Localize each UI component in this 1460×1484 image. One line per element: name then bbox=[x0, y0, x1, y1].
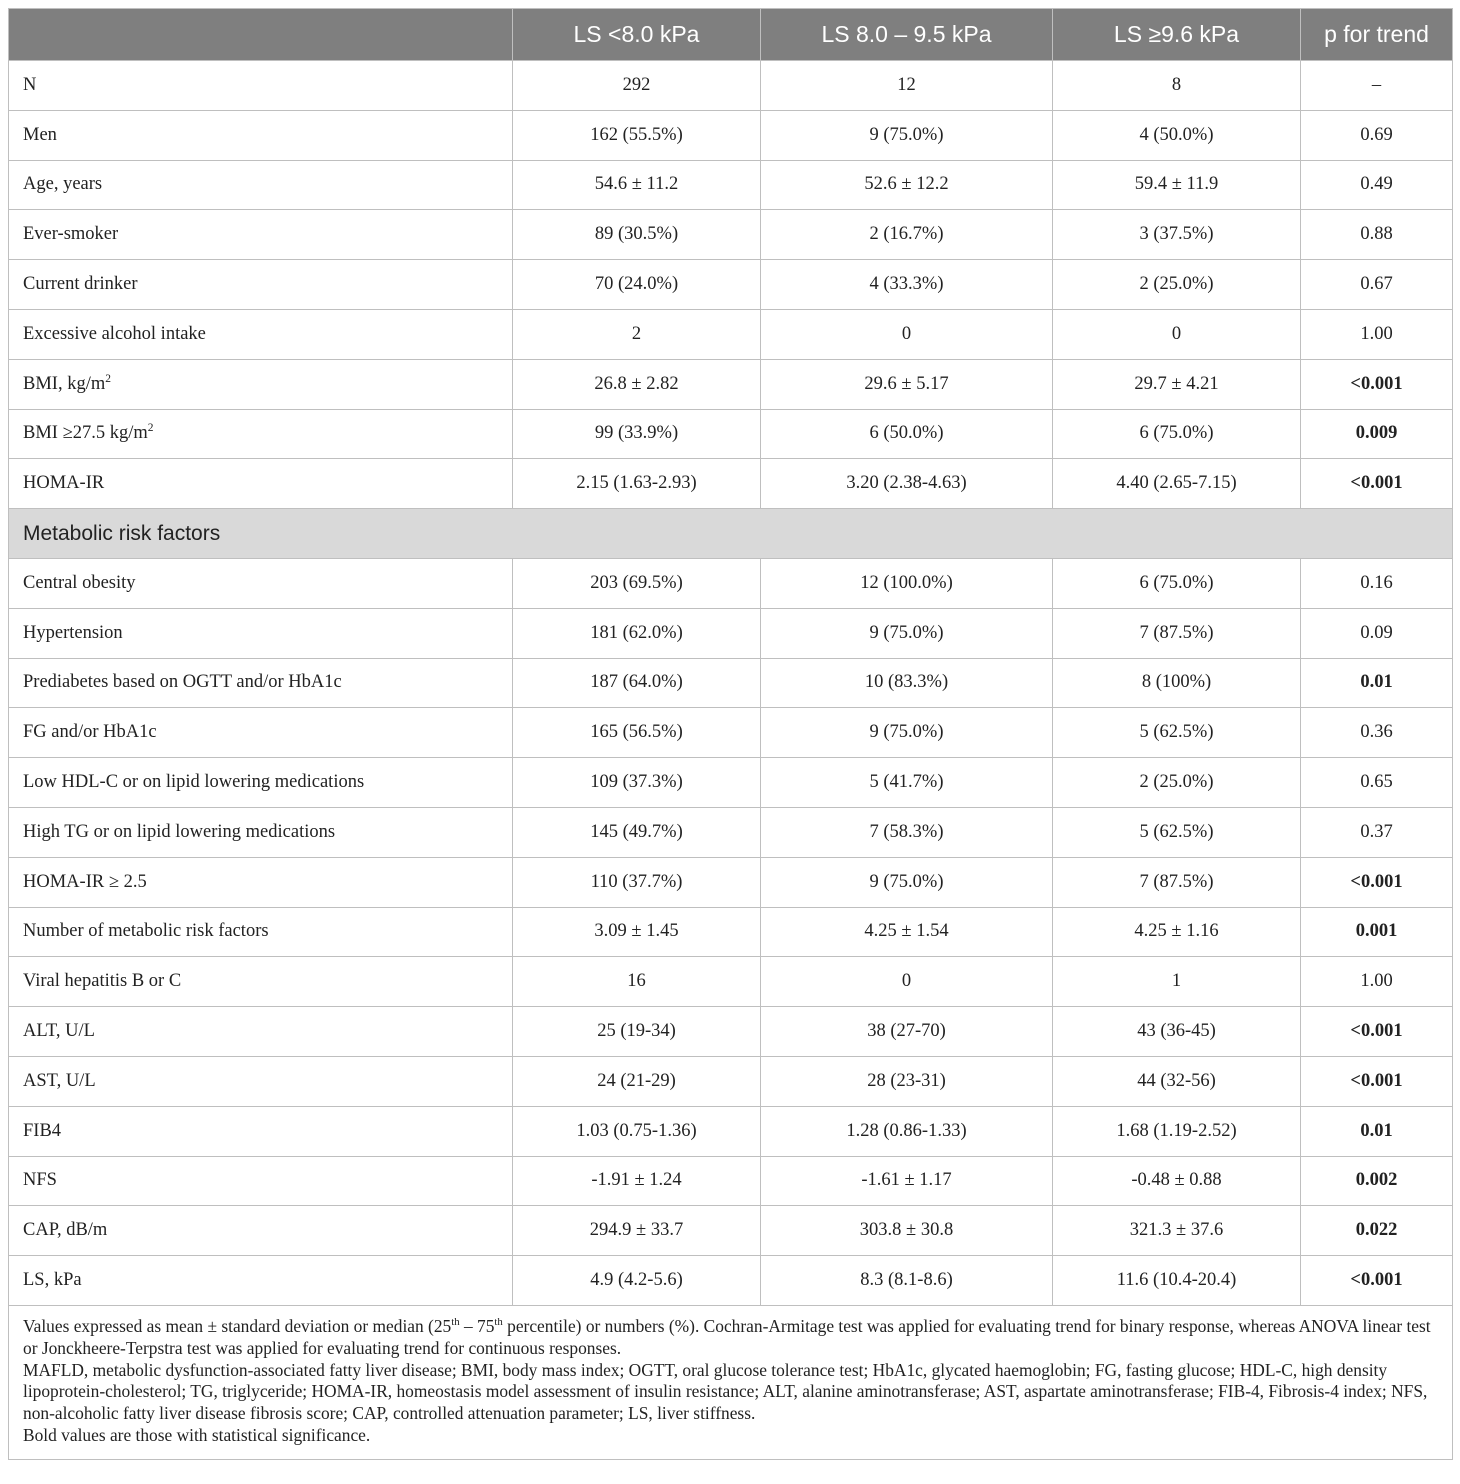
cell-ls-mid: 38 (27-70) bbox=[761, 1007, 1053, 1057]
table-row bbox=[9, 1106, 1453, 1156]
cell-ls-high: 3 (37.5%) bbox=[1053, 210, 1301, 260]
row-label: Low HDL-C or on lipid lowering medications bbox=[9, 758, 513, 808]
cell-ls-low: 3.09 ± 1.45 bbox=[513, 907, 761, 957]
cell-ls-high: 1 bbox=[1053, 957, 1301, 1007]
cell-ls-low: 99 (33.9%) bbox=[513, 409, 761, 459]
cell-ls-low: 26.8 ± 2.82 bbox=[513, 359, 761, 409]
cell-p-trend: <0.001 bbox=[1301, 857, 1453, 907]
cell-ls-mid: 0 bbox=[761, 957, 1053, 1007]
cell-ls-low: 203 (69.5%) bbox=[513, 558, 761, 608]
table-row bbox=[9, 658, 1453, 708]
cell-ls-high: 7 (87.5%) bbox=[1053, 857, 1301, 907]
cell-ls-high: 4.40 (2.65-7.15) bbox=[1053, 459, 1301, 509]
row-label: BMI, kg/m bbox=[23, 373, 106, 394]
cell-p-trend: 0.49 bbox=[1301, 160, 1453, 210]
cell-ls-high: 6 (75.0%) bbox=[1053, 409, 1301, 459]
cell-ls-high: 44 (32-56) bbox=[1053, 1056, 1301, 1106]
cell-ls-high: 2 (25.0%) bbox=[1053, 758, 1301, 808]
cell-ls-mid: 1.28 (0.86-1.33) bbox=[761, 1106, 1053, 1156]
cell-p-trend: <0.001 bbox=[1301, 1256, 1453, 1306]
cell-ls-high: -0.48 ± 0.88 bbox=[1053, 1156, 1301, 1206]
cell-p-trend: 0.88 bbox=[1301, 210, 1453, 260]
cell-ls-low: 162 (55.5%) bbox=[513, 110, 761, 160]
table-row bbox=[9, 409, 1453, 459]
cell-ls-mid: 12 (100.0%) bbox=[761, 558, 1053, 608]
cell-ls-mid: 4.25 ± 1.54 bbox=[761, 907, 1053, 957]
footnote-bold-note: Bold values are those with statistical significance. bbox=[23, 1424, 371, 1445]
table-row bbox=[9, 459, 1453, 509]
cell-ls-mid: 29.6 ± 5.17 bbox=[761, 359, 1053, 409]
footnote-text: Values expressed as mean ± standard deviation or median (25 bbox=[23, 1315, 452, 1336]
row-label: AST, U/L bbox=[9, 1056, 513, 1106]
header-ls-high: LS ≥9.6 kPa bbox=[1053, 9, 1301, 61]
footnote-values bbox=[23, 1316, 1438, 1360]
row-label: ALT, U/L bbox=[9, 1007, 513, 1057]
cell-ls-high: 321.3 ± 37.6 bbox=[1053, 1206, 1301, 1256]
data-table bbox=[8, 8, 1453, 1460]
table-row bbox=[9, 608, 1453, 658]
cell-ls-low: 294.9 ± 33.7 bbox=[513, 1206, 761, 1256]
cell-p-trend: 0.16 bbox=[1301, 558, 1453, 608]
cell-ls-mid: 10 (83.3%) bbox=[761, 658, 1053, 708]
cell-p-trend: 0.01 bbox=[1301, 1106, 1453, 1156]
footnote-row bbox=[9, 1305, 1453, 1459]
cell-ls-mid: 7 (58.3%) bbox=[761, 807, 1053, 857]
cell-ls-high: 4.25 ± 1.16 bbox=[1053, 907, 1301, 957]
cell-ls-high: 11.6 (10.4-20.4) bbox=[1053, 1256, 1301, 1306]
cell-ls-high: 8 bbox=[1053, 61, 1301, 111]
section-row bbox=[9, 509, 1453, 559]
cell-ls-low: 16 bbox=[513, 957, 761, 1007]
cell-ls-mid: 28 (23-31) bbox=[761, 1056, 1053, 1106]
cell-p-trend: 1.00 bbox=[1301, 957, 1453, 1007]
cell-ls-low: 4.9 (4.2-5.6) bbox=[513, 1256, 761, 1306]
row-label: Excessive alcohol intake bbox=[9, 309, 513, 359]
label-superscript: 2 bbox=[147, 422, 154, 435]
row-label: BMI ≥27.5 kg/m bbox=[23, 423, 148, 444]
table-row bbox=[9, 160, 1453, 210]
row-label: Men bbox=[9, 110, 513, 160]
header-ls-mid: LS 8.0 – 9.5 kPa bbox=[761, 9, 1053, 61]
footnote-superscript: th bbox=[494, 1316, 503, 1329]
row-label: CAP, dB/m bbox=[9, 1206, 513, 1256]
cell-ls-mid: 6 (50.0%) bbox=[761, 409, 1053, 459]
cell-ls-high: 7 (87.5%) bbox=[1053, 608, 1301, 658]
header-ls-low: LS <8.0 kPa bbox=[513, 9, 761, 61]
cell-ls-low: 54.6 ± 11.2 bbox=[513, 160, 761, 210]
cell-ls-high: 2 (25.0%) bbox=[1053, 260, 1301, 310]
cell-ls-mid: 3.20 (2.38-4.63) bbox=[761, 459, 1053, 509]
cell-ls-mid: 52.6 ± 12.2 bbox=[761, 160, 1053, 210]
cell-p-trend: 0.67 bbox=[1301, 260, 1453, 310]
cell-ls-low: 25 (19-34) bbox=[513, 1007, 761, 1057]
header-row bbox=[9, 9, 1453, 61]
cell-ls-high: 6 (75.0%) bbox=[1053, 558, 1301, 608]
cell-ls-mid: 9 (75.0%) bbox=[761, 708, 1053, 758]
footnote-text: percentile) or numbers (%). Cochran-Armitage test was applied for evaluating trend for binary response, whereas ANOVA linear test or Jonckheere-Terpstra test was applied for evaluating trend for continuous responses. bbox=[23, 1315, 1431, 1358]
table-row bbox=[9, 1206, 1453, 1256]
row-label: NFS bbox=[9, 1156, 513, 1206]
table-row bbox=[9, 807, 1453, 857]
cell-ls-mid: 9 (75.0%) bbox=[761, 857, 1053, 907]
cell-ls-high: 1.68 (1.19-2.52) bbox=[1053, 1106, 1301, 1156]
cell-ls-high: 0 bbox=[1053, 309, 1301, 359]
cell-ls-high: 29.7 ± 4.21 bbox=[1053, 359, 1301, 409]
cell-ls-mid: 0 bbox=[761, 309, 1053, 359]
cell-p-trend: 0.09 bbox=[1301, 608, 1453, 658]
row-label: HOMA-IR ≥ 2.5 bbox=[9, 857, 513, 907]
row-label-cell bbox=[9, 359, 513, 409]
table-row bbox=[9, 1256, 1453, 1306]
row-label-cell bbox=[9, 409, 513, 459]
row-label: FIB4 bbox=[9, 1106, 513, 1156]
row-label: Age, years bbox=[9, 160, 513, 210]
cell-ls-high: 8 (100%) bbox=[1053, 658, 1301, 708]
row-label: Viral hepatitis B or C bbox=[9, 957, 513, 1007]
table-row bbox=[9, 957, 1453, 1007]
row-label: N bbox=[9, 61, 513, 111]
cell-ls-low: 181 (62.0%) bbox=[513, 608, 761, 658]
cell-ls-low: 292 bbox=[513, 61, 761, 111]
table-row bbox=[9, 359, 1453, 409]
table-row bbox=[9, 758, 1453, 808]
table-row bbox=[9, 708, 1453, 758]
cell-ls-mid: 12 bbox=[761, 61, 1053, 111]
cell-ls-low: 70 (24.0%) bbox=[513, 260, 761, 310]
cell-p-trend: <0.001 bbox=[1301, 1056, 1453, 1106]
cell-ls-low: 2.15 (1.63-2.93) bbox=[513, 459, 761, 509]
table-row bbox=[9, 1056, 1453, 1106]
footnote-abbreviations: MAFLD, metabolic dysfunction-associated fatty liver disease; BMI, body mass index; OGTT, oral glucose tolerance test; HbA1c, glycated haemoglobin; FG, fasting glucose; HDL-C, high density lipoprotein-cholesterol; TG, triglyceride; HOMA-IR, homeostasis model assessment of insulin resistance; ALT, alanine aminotransferase; AST, aspartate aminotransferase; FIB-4, Fibrosis-4 index; NFS, non-alcoholic fatty liver disease fibrosis score; CAP, controlled attenuation parameter; LS, liver stiffness. bbox=[23, 1359, 1428, 1424]
table-row bbox=[9, 857, 1453, 907]
cell-p-trend: 1.00 bbox=[1301, 309, 1453, 359]
row-label: High TG or on lipid lowering medications bbox=[9, 807, 513, 857]
row-label: LS, kPa bbox=[9, 1256, 513, 1306]
row-label: Hypertension bbox=[9, 608, 513, 658]
cell-p-trend: 0.01 bbox=[1301, 658, 1453, 708]
cell-ls-low: 110 (37.7%) bbox=[513, 857, 761, 907]
table-row bbox=[9, 1156, 1453, 1206]
row-label: Central obesity bbox=[9, 558, 513, 608]
cell-p-trend: 0.37 bbox=[1301, 807, 1453, 857]
cell-ls-low: 1.03 (0.75-1.36) bbox=[513, 1106, 761, 1156]
cell-p-trend: 0.001 bbox=[1301, 907, 1453, 957]
footnote-text: – 75 bbox=[459, 1315, 495, 1336]
row-label: Number of metabolic risk factors bbox=[9, 907, 513, 957]
cell-ls-high: 59.4 ± 11.9 bbox=[1053, 160, 1301, 210]
cell-p-trend: 0.009 bbox=[1301, 409, 1453, 459]
label-superscript: 2 bbox=[105, 372, 111, 385]
cell-p-trend: 0.69 bbox=[1301, 110, 1453, 160]
table-row bbox=[9, 210, 1453, 260]
cell-ls-low: 165 (56.5%) bbox=[513, 708, 761, 758]
table-row bbox=[9, 260, 1453, 310]
cell-ls-high: 43 (36-45) bbox=[1053, 1007, 1301, 1057]
cell-ls-mid: -1.61 ± 1.17 bbox=[761, 1156, 1053, 1206]
table-row bbox=[9, 309, 1453, 359]
cell-p-trend: <0.001 bbox=[1301, 1007, 1453, 1057]
table-row bbox=[9, 61, 1453, 111]
header-empty bbox=[9, 9, 513, 61]
row-label: HOMA-IR bbox=[9, 459, 513, 509]
table-row bbox=[9, 110, 1453, 160]
cell-ls-mid: 303.8 ± 30.8 bbox=[761, 1206, 1053, 1256]
section-title: Metabolic risk factors bbox=[9, 509, 1453, 559]
cell-ls-high: 5 (62.5%) bbox=[1053, 807, 1301, 857]
cell-ls-low: 187 (64.0%) bbox=[513, 658, 761, 708]
row-label: Ever-smoker bbox=[9, 210, 513, 260]
cell-ls-low: 109 (37.3%) bbox=[513, 758, 761, 808]
footnote-superscript: th bbox=[451, 1316, 460, 1329]
row-label: Current drinker bbox=[9, 260, 513, 310]
cell-p-trend: <0.001 bbox=[1301, 459, 1453, 509]
cell-p-trend: <0.001 bbox=[1301, 359, 1453, 409]
cell-ls-mid: 5 (41.7%) bbox=[761, 758, 1053, 808]
cell-p-trend: – bbox=[1301, 61, 1453, 111]
row-label: FG and/or HbA1c bbox=[9, 708, 513, 758]
cell-ls-low: 145 (49.7%) bbox=[513, 807, 761, 857]
cell-p-trend: 0.022 bbox=[1301, 1206, 1453, 1256]
table-footnote bbox=[9, 1305, 1453, 1459]
cell-ls-mid: 8.3 (8.1-8.6) bbox=[761, 1256, 1053, 1306]
cell-ls-low: -1.91 ± 1.24 bbox=[513, 1156, 761, 1206]
header-p-trend: p for trend bbox=[1301, 9, 1453, 61]
cell-ls-low: 89 (30.5%) bbox=[513, 210, 761, 260]
cell-ls-high: 5 (62.5%) bbox=[1053, 708, 1301, 758]
cell-ls-mid: 4 (33.3%) bbox=[761, 260, 1053, 310]
cell-ls-mid: 2 (16.7%) bbox=[761, 210, 1053, 260]
cell-p-trend: 0.002 bbox=[1301, 1156, 1453, 1206]
cell-ls-mid: 9 (75.0%) bbox=[761, 608, 1053, 658]
table-row bbox=[9, 558, 1453, 608]
cell-p-trend: 0.65 bbox=[1301, 758, 1453, 808]
table-row bbox=[9, 907, 1453, 957]
cell-ls-mid: 9 (75.0%) bbox=[761, 110, 1053, 160]
cell-ls-high: 4 (50.0%) bbox=[1053, 110, 1301, 160]
table-row bbox=[9, 1007, 1453, 1057]
table-container bbox=[8, 8, 1452, 1460]
cell-ls-low: 2 bbox=[513, 309, 761, 359]
row-label: Prediabetes based on OGTT and/or HbA1c bbox=[9, 658, 513, 708]
cell-p-trend: 0.36 bbox=[1301, 708, 1453, 758]
cell-ls-low: 24 (21-29) bbox=[513, 1056, 761, 1106]
